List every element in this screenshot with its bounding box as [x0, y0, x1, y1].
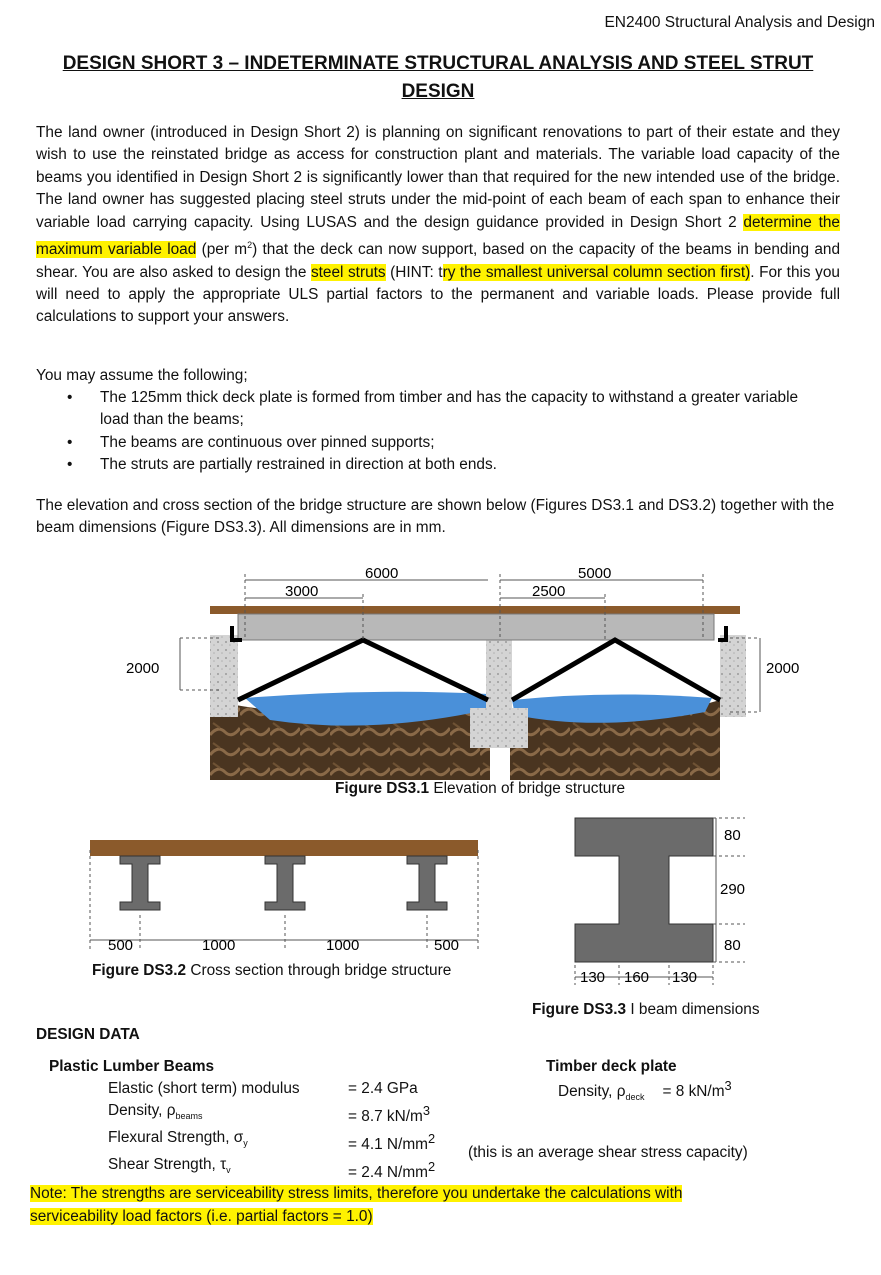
beam-elevation — [238, 614, 714, 640]
abutment-right — [720, 635, 746, 717]
figure-i-beam — [560, 810, 760, 990]
figure-elevation — [120, 560, 810, 780]
dim-width-2: 160 — [624, 969, 650, 986]
abutment-left — [210, 635, 238, 717]
prop-symbol: τ — [220, 1156, 227, 1174]
prop-symbol: ρ — [166, 1102, 176, 1119]
dim-edge-left: 500 — [108, 937, 134, 954]
intro-text-5: . For this you will need to apply the appropriate ULS partial factors to the permanent and variable loads. Please provide full calculations to support your answers. — [36, 263, 840, 326]
strut-left — [238, 640, 488, 700]
caption-label: Figure DS3.3 — [532, 1001, 627, 1018]
assumption-text: The beams are continuous over pinned supports; — [100, 433, 435, 451]
highlight-steel-struts: steel struts — [310, 263, 386, 281]
serviceability-note — [30, 1182, 682, 1228]
dim-spacing-2: 1000 — [326, 937, 360, 954]
caption-text: I beam dimensions — [626, 1001, 760, 1018]
i-beam-2 — [265, 856, 305, 910]
prop-modulus — [108, 1078, 300, 1100]
bullet: • — [67, 456, 73, 474]
intro-paragraph — [36, 122, 840, 329]
prop-superscript: 2 — [427, 1159, 436, 1175]
value-flexural — [348, 1128, 435, 1156]
caption-label: Figure DS3.1 — [335, 780, 430, 797]
strut-right — [512, 640, 720, 700]
prop-subscript: deck — [625, 1092, 645, 1103]
prop-superscript: 3 — [724, 1078, 732, 1093]
figure-cross-section — [80, 830, 490, 960]
prop-name: Density, — [108, 1102, 167, 1119]
dim-width-1: 130 — [580, 969, 606, 986]
prop-subscript: beams — [175, 1111, 203, 1122]
timber-deck — [210, 606, 740, 614]
list-item — [60, 454, 820, 476]
bullet: • — [67, 389, 73, 406]
prop-superscript: 2 — [427, 1131, 436, 1147]
prop-value: = 8 kN/m — [662, 1083, 725, 1101]
prop-name: Elastic (short term) modulus — [108, 1080, 300, 1097]
dim-span-2: 5000 — [578, 565, 612, 582]
caption-text: Cross section through bridge structure — [186, 962, 452, 979]
figures-intro: The elevation and cross section of the bridge structure are shown below (Figures DS3.1 and DS3.2) together with the beam dimensions (Figure DS3.3). All dimensions are in mm. — [36, 497, 835, 537]
i-beam-profile — [575, 818, 713, 962]
i-beam-3 — [407, 856, 447, 910]
highlight-hint: ry the smallest universal column section first) — [442, 263, 751, 281]
value-modulus — [348, 1078, 435, 1100]
dim-spacing-1: 1000 — [202, 937, 236, 954]
intro-text-1: The land owner (introduced in Design Short 2) is planning on significant renovations to part of their estate and they wish to use the reinstated bridge as access for construction plant and materials. The variable load capacity of the beams you identified in Design Short 2 is significantly lower than that required for the new intended use of the bridge. The land owner has suggested placing steel struts under the mid-point of each beam of each span to enhance their variable load carrying capacity. Using LUSAS and the design guidance provided in Design Short 2 — [36, 124, 840, 231]
shear-note: (this is an average shear stress capacity) — [468, 1144, 748, 1161]
timber-density — [558, 1078, 732, 1102]
prop-subscript: y — [243, 1138, 248, 1149]
caption-text: Elevation of bridge structure — [429, 780, 626, 797]
design-data-heading: DESIGN DATA — [36, 1026, 140, 1043]
highlight-max-variable-load: determine the maximum variable load — [36, 213, 840, 259]
prop-symbol: σ — [233, 1129, 244, 1147]
plastic-heading: Plastic Lumber Beams — [49, 1058, 215, 1075]
title-line-1: DESIGN SHORT 3 – INDETERMINATE STRUCTURAL ANALYSIS AND STEEL STRUT — [62, 53, 814, 74]
dim-span-1: 6000 — [365, 565, 399, 582]
prop-value: = 4.1 N/mm — [348, 1136, 428, 1154]
dim-height-right: 2000 — [766, 660, 800, 677]
dim-flange-top: 80 — [724, 827, 741, 844]
intro-text-4: (HINT: t — [385, 263, 443, 281]
list-item — [60, 387, 820, 432]
dim-height-left: 2000 — [126, 660, 160, 677]
prop-density — [108, 1100, 300, 1127]
intro-superscript: 2 — [247, 240, 253, 251]
prop-superscript: 3 — [422, 1103, 430, 1118]
dim-web: 290 — [720, 881, 746, 898]
prop-name: Shear Strength, — [108, 1156, 221, 1174]
prop-subscript: v — [226, 1165, 231, 1176]
plastic-property-values — [348, 1078, 435, 1184]
i-beam-1 — [120, 856, 160, 910]
dim-half-2: 2500 — [532, 583, 566, 600]
caption-label: Figure DS3.2 — [92, 962, 187, 979]
note-line-2: serviceability load factors (i.e. partial factors = 1.0) — [30, 1208, 373, 1225]
title-line-2: DESIGN — [401, 81, 475, 102]
figure1-caption — [335, 780, 625, 798]
prop-value: = 8.7 kN/m — [348, 1108, 423, 1126]
plastic-property-names — [108, 1078, 300, 1181]
intro-text-2: (per m — [196, 241, 248, 259]
note-line-1: Note: The strengths are serviceability stress limits, therefore you undertake the calculations with — [30, 1185, 683, 1202]
timber-deck-section — [90, 840, 478, 856]
dim-half-1: 3000 — [285, 583, 319, 600]
pier-footing — [470, 708, 528, 748]
prop-symbol: ρ — [616, 1083, 626, 1101]
dim-flange-bottom: 80 — [724, 937, 741, 954]
dim-edge-right: 500 — [434, 937, 460, 954]
intro-text-3: ) that the deck can now support, based on the capacity of the beams in bending and shear. You are also asked to design the — [36, 241, 841, 281]
bullet: • — [67, 433, 73, 451]
prop-name: Flexural Strength, — [108, 1129, 234, 1147]
prop-value: = 2.4 GPa — [348, 1080, 418, 1097]
prop-flexural — [108, 1127, 300, 1154]
figure2-caption — [92, 962, 451, 980]
assumptions-list — [60, 387, 820, 477]
value-shear — [348, 1156, 435, 1184]
prop-name: Density, — [558, 1083, 617, 1101]
dim-width-3: 130 — [672, 969, 698, 986]
list-item — [60, 432, 820, 454]
assumption-text: The struts are partially restrained in direction at both ends. — [100, 456, 497, 474]
value-density — [348, 1100, 435, 1128]
prop-shear — [108, 1154, 300, 1181]
assumption-text: The 125mm thick deck plate is formed from timber and has the capacity to withstand a greater variable load than the beams; — [100, 389, 799, 429]
timber-heading: Timber deck plate — [546, 1058, 677, 1075]
prop-value: = 2.4 N/mm — [348, 1164, 428, 1182]
page-title — [20, 50, 856, 106]
assumptions-lead: You may assume the following; — [36, 367, 248, 384]
course-header: EN2400 Structural Analysis and Design — [604, 14, 875, 31]
figure3-caption — [532, 1001, 760, 1019]
